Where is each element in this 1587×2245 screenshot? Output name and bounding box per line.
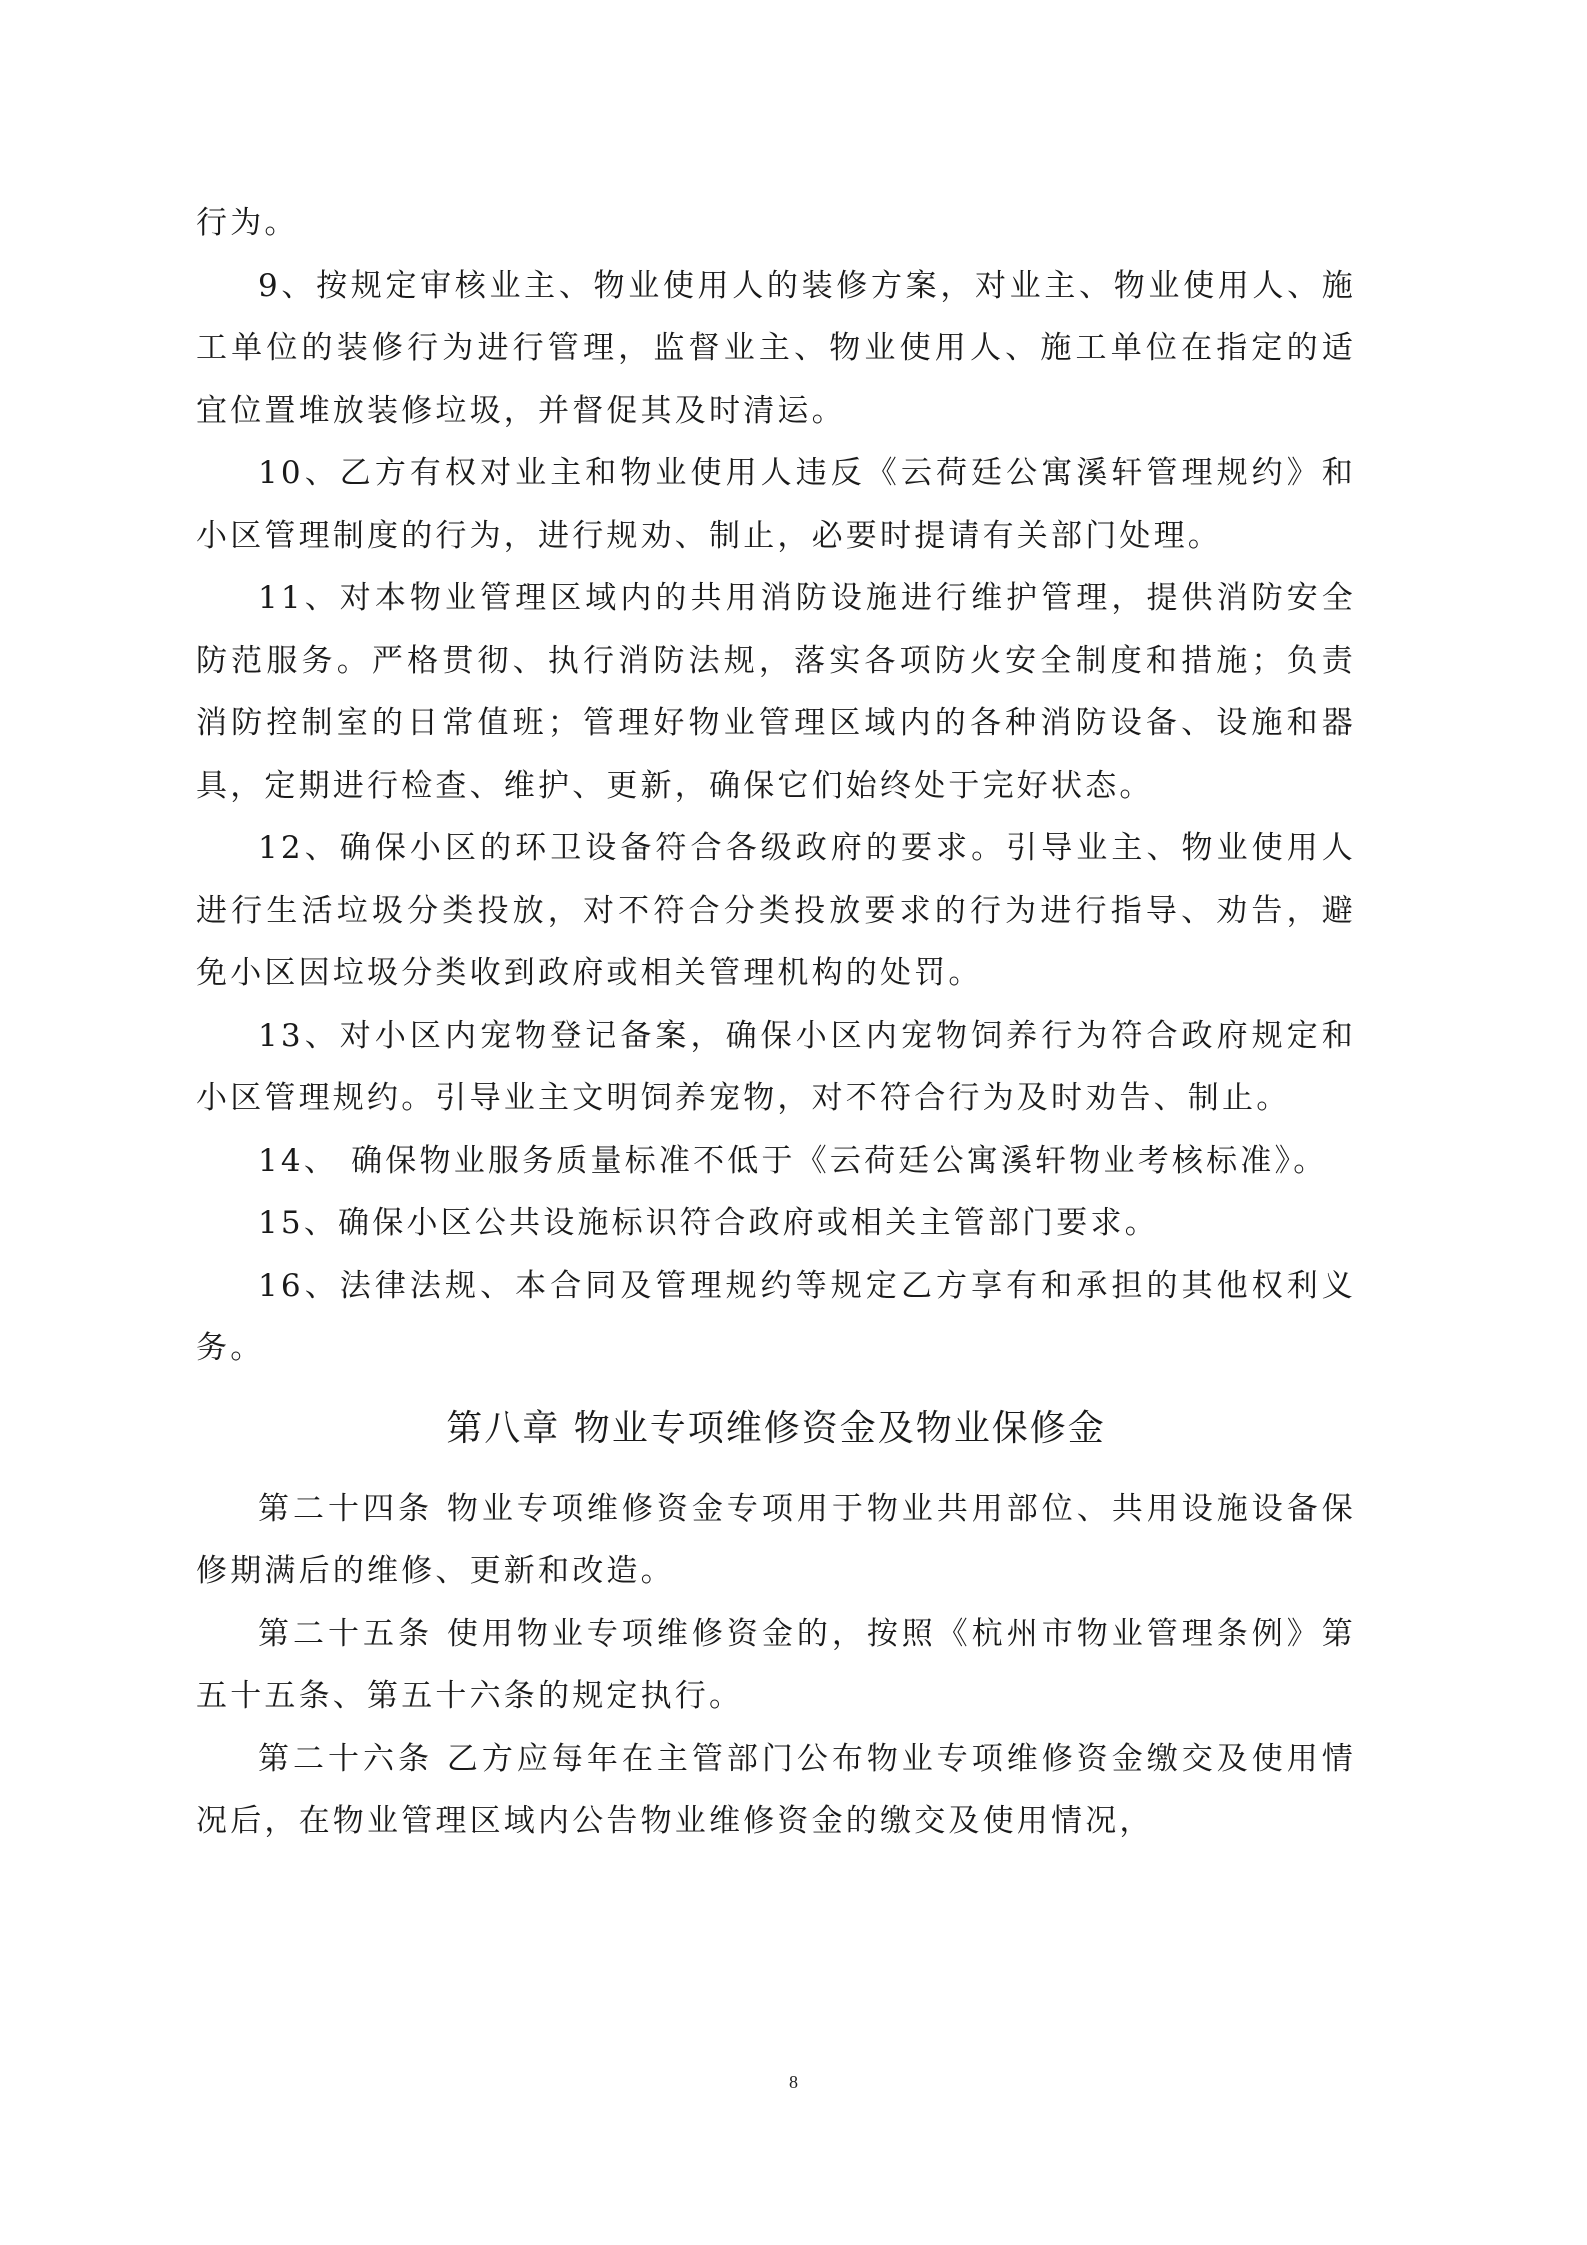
paragraph-continuation: 行为。	[196, 205, 299, 241]
chapter-heading: 第八章 物业专项维修资金及物业保修金	[446, 1407, 1106, 1449]
paragraph-item-10: 10、乙方有权对业主和物业使用人违反《云荷廷公寓溪轩管理规约》和小区管理制度的行为，进行规劝、制止，必要时提请有关部门处理。	[196, 455, 1356, 554]
article-25: 第二十五条 使用物业专项维修资金的，按照《杭州市物业管理条例》第五十五条、第五十六条的规定执行。	[196, 1615, 1356, 1714]
paragraph-item-13: 13、对小区内宠物登记备案，确保小区内宠物饲养行为符合政府规定和小区管理规约。引导业主文明饲养宠物，对不符合行为及时劝告、制止。	[196, 1017, 1356, 1116]
paragraph-item-11: 11、对本物业管理区域内的共用消防设施进行维护管理，提供消防安全防范服务。严格贯彻、执行消防法规，落实各项防火安全制度和措施；负责消防控制室的日常值班；管理好物业管理区域内的各种消防设备、设施和器具，定期进行检查、维护、更新，确保它们始终处于完好状态。	[196, 580, 1356, 804]
paragraph-item-15: 15、确保小区公共设施标识符合政府或相关主管部门要求。	[258, 1205, 1159, 1241]
article-26: 第二十六条 乙方应每年在主管部门公布物业专项维修资金缴交及使用情况后，在物业管理区域内公告物业维修资金的缴交及使用情况，	[196, 1740, 1356, 1839]
page-number: 8	[789, 2072, 798, 2092]
paragraph-item-12: 12、确保小区的环卫设备符合各级政府的要求。引导业主、物业使用人进行生活垃圾分类投放，对不符合分类投放要求的行为进行指导、劝告，避免小区因垃圾分类收到政府或相关管理机构的处罚。	[196, 830, 1356, 991]
page-body	[196, 192, 1356, 1853]
paragraph-item-14: 14、 确保物业服务质量标准不低于《云荷廷公寓溪轩物业考核标准》。	[258, 1142, 1328, 1179]
paragraph-item-16: 16、法律法规、本合同及管理规约等规定乙方享有和承担的其他权利义务。	[196, 1267, 1356, 1366]
paragraph-item-9: 9、按规定审核业主、物业使用人的装修方案，对业主、物业使用人、施工单位的装修行为进行管理，监督业主、物业使用人、施工单位在指定的适宜位置堆放装修垃圾，并督促其及时清运。	[196, 267, 1356, 429]
article-24: 第二十四条 物业专项维修资金专项用于物业共用部位、共用设施设备保修期满后的维修、更新和改造。	[196, 1490, 1356, 1589]
